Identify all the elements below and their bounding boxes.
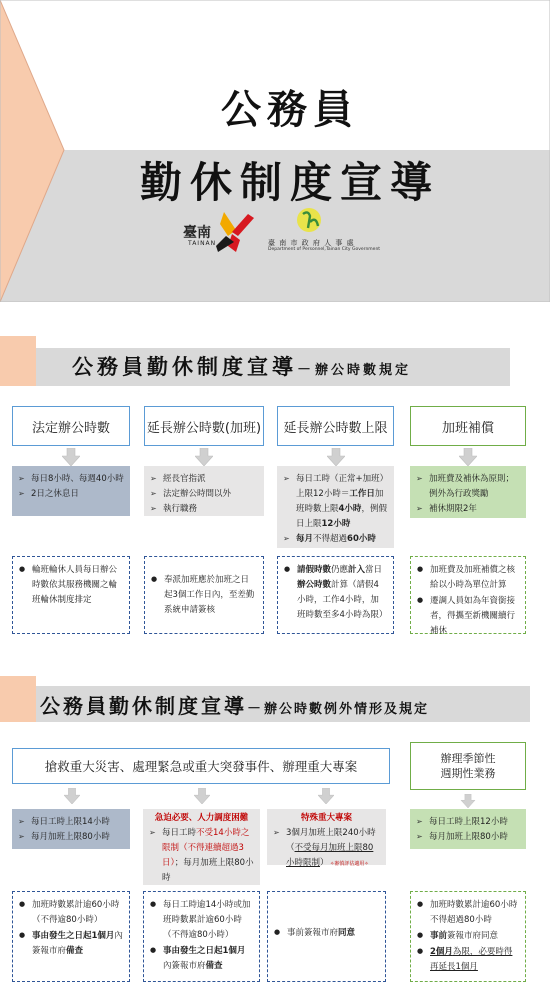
note-item: ● 加班費及加班補償之核給以小時為單位計算 (417, 563, 519, 593)
note-item: ● 加班時數累計逾60小時不得超過80小時 (417, 898, 519, 928)
note-item (274, 926, 379, 941)
note-item: ● 加班時數累計逾60小時（不得逾80小時） (19, 898, 123, 928)
text-underline: 不受每月加班上限80小時限制 (286, 842, 374, 868)
note-item (150, 944, 253, 974)
note-item: ● 遷調人員如為年資銜接者，得攜至新機關續行補休 (417, 594, 519, 636)
text-bold: 辦公時數 (297, 579, 332, 590)
text-bold: 每月 (296, 533, 314, 544)
info-item (283, 472, 388, 532)
review-stamp: ✧審慎評估適用✧ (328, 860, 369, 867)
text: 加班時數上限 (296, 488, 384, 514)
compensation-info (410, 466, 526, 518)
text-underline: 為限，必要時得再延長1個月 (430, 946, 513, 972)
text: 內簽報市府 (32, 930, 123, 956)
text-bold: 同意 (338, 928, 356, 938)
text: 不得超過 (313, 533, 348, 544)
slide3-title-main: 公務員勤休制度宣導 (40, 694, 247, 718)
down-arrow-icon (62, 448, 80, 466)
seasonal-note (410, 891, 526, 982)
info-item: ➢ 每月加班上限80小時 (416, 830, 520, 845)
hr-department-name: 臺 南 市 政 府 人 事 處 (268, 239, 355, 247)
text: 簽報市府同意 (447, 930, 499, 941)
text: 3個月加班上限240小時（ (286, 827, 376, 853)
overtime-limit-note (277, 556, 394, 634)
note-item (417, 929, 519, 944)
info-item: ➢ 補休期限2年 (416, 502, 520, 517)
info-item: ➢ 經長官指派 (150, 472, 258, 487)
working-hours-slide (0, 336, 550, 636)
header-accent (0, 336, 36, 386)
cover-slide (0, 0, 550, 302)
info-item: ➢ 每日工時上限14小時 (18, 815, 124, 830)
info-item: ➢ 每日工時上限12小時 (416, 815, 520, 830)
category-seasonal-work (410, 742, 526, 790)
text-bold: 備查 (66, 945, 84, 956)
text-red: 不受14小時之限制（不得連續超過3日） (162, 827, 250, 868)
note-item (417, 945, 519, 975)
note-item (19, 929, 123, 959)
overtime-note (144, 556, 264, 634)
category-line: 週期性業務 (440, 767, 496, 780)
down-arrow-icon (460, 794, 476, 808)
down-arrow-icon (327, 448, 345, 466)
hr-department-logo (296, 206, 322, 236)
info-item: ➢ 每月加班上限80小時 (18, 830, 124, 845)
text-bold: 請假時數 (297, 565, 332, 575)
urgent-staffing-title: 急迫必要、人力調度困難 (154, 813, 249, 823)
info-item: ➢ 加班費及補休為原則；例外為行政獎勵 (416, 472, 520, 502)
special-project-note (267, 891, 386, 982)
slide2-title (72, 351, 411, 381)
text-bold: 計入 (348, 565, 366, 575)
slide2-title-sub: 辦公時數規定 (315, 363, 412, 378)
text: 每日工時（正常+加班）上限12小時＝ (296, 474, 384, 499)
note-item: ● 輪班輪休人員每日辦公時數依其服務機關之輪班輪休制度排定 (19, 563, 123, 608)
text-bold: 12小時 (321, 518, 351, 529)
text: 當日 (365, 565, 383, 575)
emergency-note (12, 891, 130, 982)
text: 內簽報市府 (163, 960, 206, 971)
text-bold: 事由發生之日起1個月 (163, 945, 246, 956)
text: 仍應 (331, 565, 349, 575)
down-arrow-icon (195, 448, 213, 466)
category-statutory-hours: 法定辦公時數 (12, 406, 130, 446)
text: ） (320, 857, 329, 868)
down-arrow-icon (459, 448, 477, 466)
compensation-note (410, 556, 526, 634)
info-item: ➢ 每日8小時、每週40小時 (18, 472, 124, 487)
text: ，例假日上限 (296, 503, 387, 529)
info-item: ➢ 法定辦公時間以外 (150, 487, 258, 502)
info-item: ➢ 2日之休息日 (18, 487, 124, 502)
tainan-logo-text: 臺南 (183, 225, 211, 241)
text-bold: 4小時 (338, 503, 362, 514)
text-bold: 2個月 (430, 946, 453, 957)
special-project-info (267, 809, 386, 868)
special-project-title: 特殊重大專案 (300, 813, 352, 823)
note-item: ● 每日工時逾14小時或加班時數累計逾60小時（不得逾80小時） (150, 898, 253, 943)
overtime-limit-info (277, 466, 394, 548)
statutory-hours-info (12, 466, 130, 516)
slide2-title-dash: － (297, 362, 315, 378)
urgent-staffing-info (143, 809, 260, 885)
info-item (283, 532, 388, 547)
urgent-staffing-note (143, 891, 260, 982)
note-item: ● 奉派加班應於加班之日起3個工作日內，至差勤系統申請簽核 (151, 573, 257, 618)
text-bold: 備查 (205, 960, 223, 971)
text: 計算（請假4小時，工作4小時，加班時數至多4小時為限） (297, 579, 388, 620)
down-arrow-icon (318, 788, 334, 804)
overtime-info (144, 466, 264, 516)
down-arrow-icon (194, 788, 210, 804)
info-item: ➢ 執行職務 (150, 502, 258, 517)
slide3-title (40, 690, 429, 719)
cover-title-line1: 公務員 (221, 87, 359, 133)
tainan-logo-subtext: TAINAN (188, 240, 217, 247)
text-bold: 事前 (430, 930, 448, 941)
cover-title-line2: 勤休制度宣導 (139, 158, 440, 207)
text-bold: 事由發生之日起1個月 (32, 930, 115, 941)
text-bold: 60小時 (347, 533, 376, 544)
category-overtime: 延長辦公時數(加班) (144, 406, 264, 446)
text: 每日工時 (162, 827, 197, 838)
emergency-limits-info (12, 809, 130, 849)
category-compensation: 加班補償 (410, 406, 526, 446)
hr-department-english: Department of Personnel,Tainan City Government (268, 247, 381, 252)
info-item (149, 826, 254, 886)
header-accent (0, 676, 36, 722)
category-overtime-limit: 延長辦公時數上限 (277, 406, 394, 446)
text-bold: 工作日 (349, 488, 375, 499)
statutory-hours-note (12, 556, 130, 634)
note-item (284, 563, 387, 623)
text: ；每月加班上限80小時 (162, 857, 254, 883)
category-line: 辦理季節性 (440, 751, 496, 765)
exception-hours-slide (0, 676, 550, 996)
down-arrow-icon (64, 788, 80, 804)
seasonal-limits-info (410, 809, 526, 849)
category-major-emergency: 搶救重大災害、處理緊急或重大突發事件、辦理重大專案 (12, 748, 390, 784)
info-item (273, 826, 380, 871)
text: 事前簽報市府 (287, 928, 339, 938)
slide3-title-sub: 辦公時數例外情形及規定 (264, 702, 430, 717)
slide2-title-main: 公務員勤休制度宣導 (72, 355, 297, 379)
stamp-text: 審慎評估適用 (334, 860, 365, 867)
slide3-title-dash: － (247, 701, 264, 717)
